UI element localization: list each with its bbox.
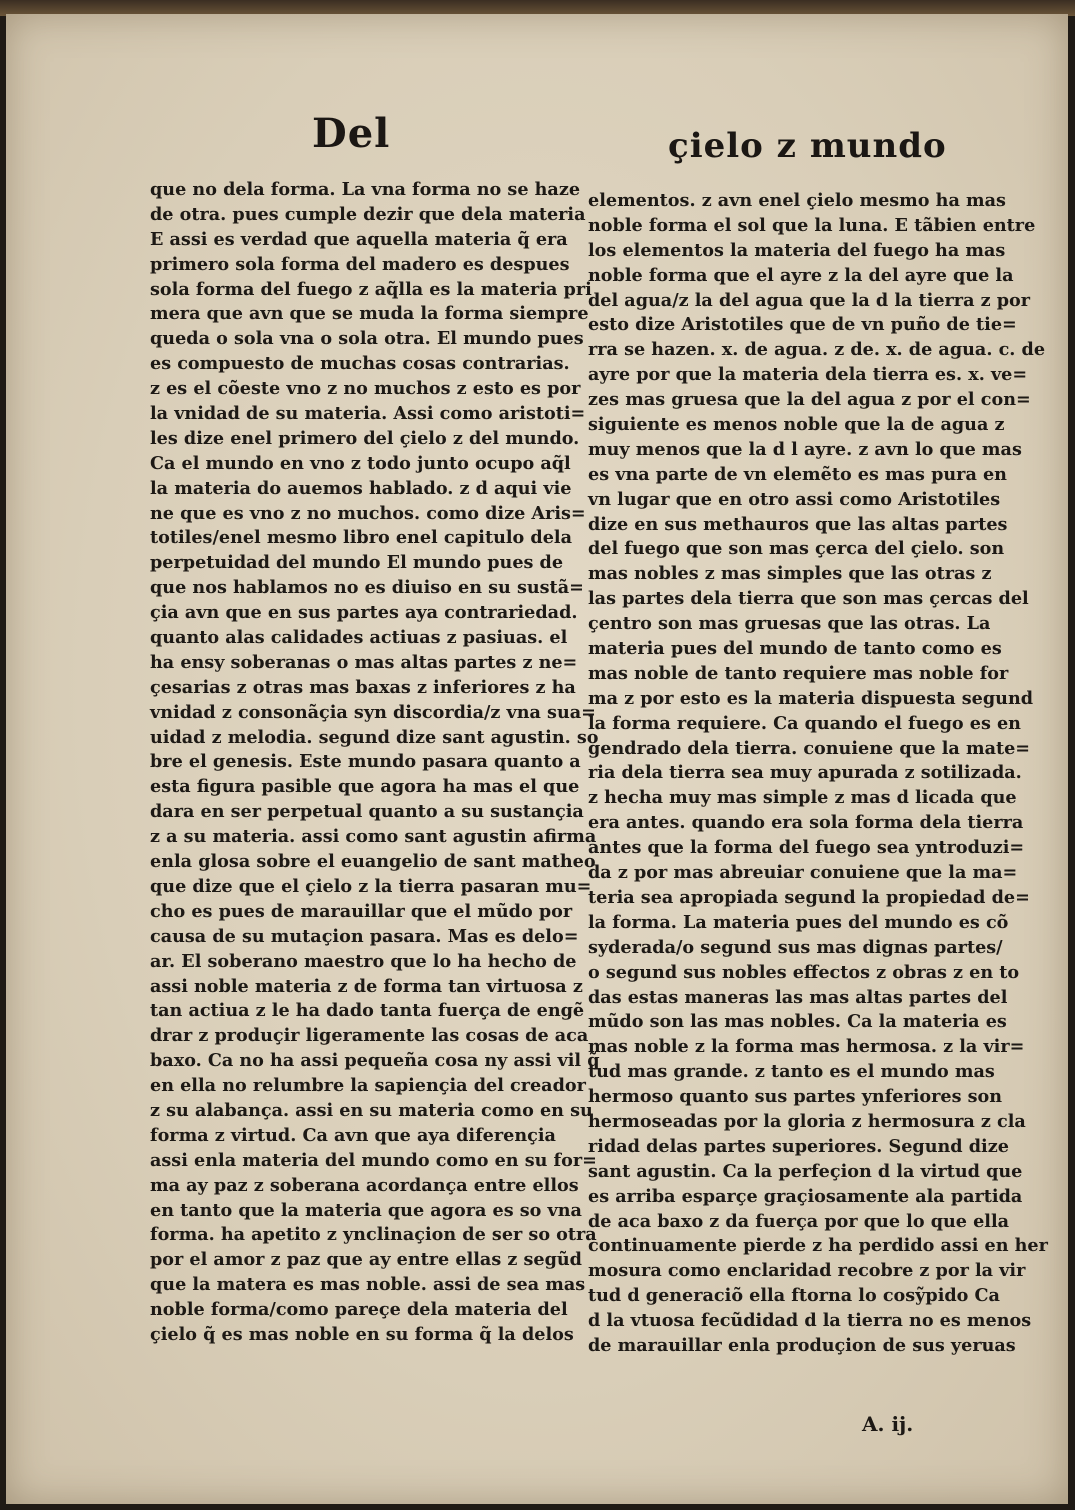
text-line: enla glosa sobre el euangelio de sant matheo [150,851,596,873]
text-line: çia avn que en sus partes aya contrariedad. [150,602,578,624]
text-line: que dize que el çielo z la tierra pasaran mu= [150,875,592,897]
text-line: z es el cõeste vno z no muchos z esto es por [150,378,581,400]
text-line: esta figura pasible que agora ha mas el que [150,776,580,798]
text-line: teria sea apropiada segund la propiedad de= [588,886,1030,908]
text-line: sant agustin. Ca la perfeçion d la virtud que [588,1160,1023,1182]
text-line: d la vtuosa fecũdidad d la tierra no es menos [588,1310,1032,1332]
text-line: les dize enel primero del çielo z del mundo. [150,427,580,449]
text-line: perpetuidad del mundo El mundo pues de [150,552,564,574]
text-line: en tanto que la materia que agora es so vna [150,1199,582,1221]
text-line: esto dize Aristotiles que de vn puño de tie= [588,314,1017,336]
text-line: uidad z melodia. segund dize sant agustin. so [150,726,599,748]
text-line: ne que es vno z no muchos. como dize Aris= [150,502,586,524]
text-line: muy menos que la d l ayre. z avn lo que mas [588,438,1022,460]
text-line: mera que avn que se muda la forma siempre [150,303,589,325]
text-line: ar. El soberano maestro que lo ha hecho de [150,950,577,972]
text-line: que la matera es mas noble. assi de sea mas [150,1274,586,1296]
text-line: causa de su mutaçion pasara. Mas es delo= [150,925,579,947]
text-line: gendrado dela tierra. conuiene que la mate= [588,737,1031,759]
text-line: forma. ha apetito z ynclinaçion de ser so otra [150,1224,597,1246]
text-line: queda o sola vna o sola otra. El mundo pues [150,328,584,350]
text-line: hermoso quanto sus partes ynferiores son [588,1086,1003,1108]
text-line: sola forma del fuego z aq̃lla es la materia pri [150,278,592,300]
text-line: tud d generaciõ ella ftorna lo cosỹpido Ca [588,1285,1000,1307]
text-line: rra se hazen. x. de agua. z de. x. de agua. c. de [588,339,1046,361]
text-line: mas noble de tanto requiere mas noble for [588,662,1009,684]
text-line: tan actiua z le ha dado tanta fuerça de engẽ [150,1000,585,1022]
text-line: çesarias z otras mas baxas z inferiores z ha [150,676,576,698]
text-line: es compuesto de muchas cosas contrarias. [150,353,570,375]
text-line: hermoseadas por la gloria z hermosura z cla [588,1110,1026,1132]
text-line: en ella no relumbre la sapiençia del creador [150,1075,586,1097]
text-line: por el amor z paz que ay entre ellas z segũd [150,1249,582,1271]
text-line: vnidad z consonãçia syn discordia/z vna sua= [150,701,596,723]
text-line: de otra. pues cumple dezir que dela materia [150,203,586,225]
text-line: E assi es verdad que aquella materia q̃ era [150,228,568,250]
text-line: ma ay paz z soberana acordança entre ellos [150,1174,579,1196]
text-line: de marauillar enla produçion de sus yeruas [588,1334,1016,1356]
text-line: cho es pues de marauillar que el mũdo por [150,900,573,922]
text-line: la forma requiere. Ca quando el fuego es en [588,712,1021,734]
text-line: es vna parte de vn elemẽto es mas pura en [588,463,1007,485]
text-line: dize en sus methauros que las altas partes [588,513,1008,535]
running-head-left: Del [312,110,391,157]
text-line: quanto alas calidades actiuas z pasiuas. el [150,627,568,649]
text-line: assi noble materia z de forma tan virtuosa z [150,975,583,997]
text-line: tud mas grande. z tanto es el mundo mas [588,1061,995,1083]
text-line: mũdo son las mas nobles. Ca la materia es [588,1011,1007,1033]
text-line: antes que la forma del fuego sea yntroduzi= [588,837,1025,859]
text-line: mas noble z la forma mas hermosa. z la vir= [588,1036,1025,1058]
text-line: del fuego que son mas çerca del çielo. son [588,538,1005,560]
text-line: primero sola forma del madero es despues [150,253,570,275]
text-line: era antes. quando era sola forma dela tierra [588,812,1024,834]
text-line: la materia do auemos hablado. z d aqui vie [150,477,572,499]
text-line: z a su materia. assi como sant agustin afirma [150,826,597,848]
text-line: ridad delas partes superiores. Segund dize [588,1135,1009,1157]
text-line: vn lugar que en otro assi como Aristotiles [588,488,1001,510]
text-column-left [150,178,600,1348]
text-line: çielo q̃ es mas noble en su forma q̃ la delos [150,1323,574,1345]
text-line: siguiente es menos noble que la de agua z [588,414,1005,436]
text-line: elementos. z avn enel çielo mesmo ha mas [588,190,1006,211]
text-line: mas nobles z mas simples que las otras z [588,563,992,585]
text-line: drar z produçir ligeramente las cosas de aca [150,1025,589,1047]
signature-mark: A. ij. [862,1412,914,1436]
text-line: materia pues del mundo de tanto como es [588,638,1002,660]
text-line: noble forma el sol que la luna. E tãbien entre [588,214,1036,236]
text-line: los elementos la materia del fuego ha mas [588,239,1006,261]
text-column-right [588,189,1048,1359]
text-line: continuamente pierde z ha perdido assi en her [588,1235,1048,1257]
text-line: noble forma/como pareçe dela materia del [150,1299,568,1321]
text-line: das estas maneras las mas altas partes del [588,986,1008,1008]
text-line: la vnidad de su materia. Assi como aristoti= [150,403,586,425]
text-line: las partes dela tierra que son mas çercas del [588,588,1029,610]
text-line: ma z por esto es la materia dispuesta segund [588,687,1034,709]
text-line: ria dela tierra sea muy apurada z sotilizada. [588,762,1022,784]
running-head-right: çielo z mundo [668,126,947,166]
text-line: totiles/enel mesmo libro enel capitulo dela [150,527,572,549]
text-line: que no dela forma. La vna forma no se haze [150,179,581,200]
text-line: de aca baxo z da fuerça por que lo que ella [588,1210,1010,1232]
text-line: noble forma que el ayre z la del ayre que la [588,264,1014,286]
text-line: ayre por que la materia dela tierra es. x. ve= [588,364,1028,386]
text-line: çentro son mas gruesas que las otras. La [588,613,991,635]
text-line: del agua/z la del agua que la d la tierra z por [588,289,1031,311]
text-line: assi enla materia del mundo como en su for= [150,1149,597,1171]
text-line: syderada/o segund sus mas dignas partes/ [588,936,1003,958]
text-line: z su alabança. assi en su materia como en su [150,1099,593,1121]
text-line: mosura como enclaridad recobre z por la vir [588,1260,1026,1282]
text-line: z hecha muy mas simple z mas d licada que [588,787,1017,809]
text-line: que nos hablamos no es diuiso en su sustã= [150,577,584,599]
text-line: zes mas gruesa que la del agua z por el con= [588,389,1031,411]
text-line: ha ensy soberanas o mas altas partes z ne= [150,651,578,673]
text-line: baxo. Ca no ha assi pequeña cosa ny assi vil q̃ [150,1050,600,1072]
text-line: dara en ser perpetual quanto a su sustançia [150,801,584,823]
text-line: o segund sus nobles effectos z obras z en to [588,961,1020,983]
text-line: da z por mas abreuiar conuiene que la ma= [588,862,1018,884]
text-line: es arriba esparçe graçiosamente ala partida [588,1185,1023,1207]
text-line: forma z virtud. Ca avn que aya diferençia [150,1124,556,1146]
text-line: la forma. La materia pues del mundo es cõ [588,911,1009,933]
text-line: bre el genesis. Este mundo pasara quanto a [150,751,581,773]
text-line: Ca el mundo en vno z todo junto ocupo aq̃l [150,452,571,474]
